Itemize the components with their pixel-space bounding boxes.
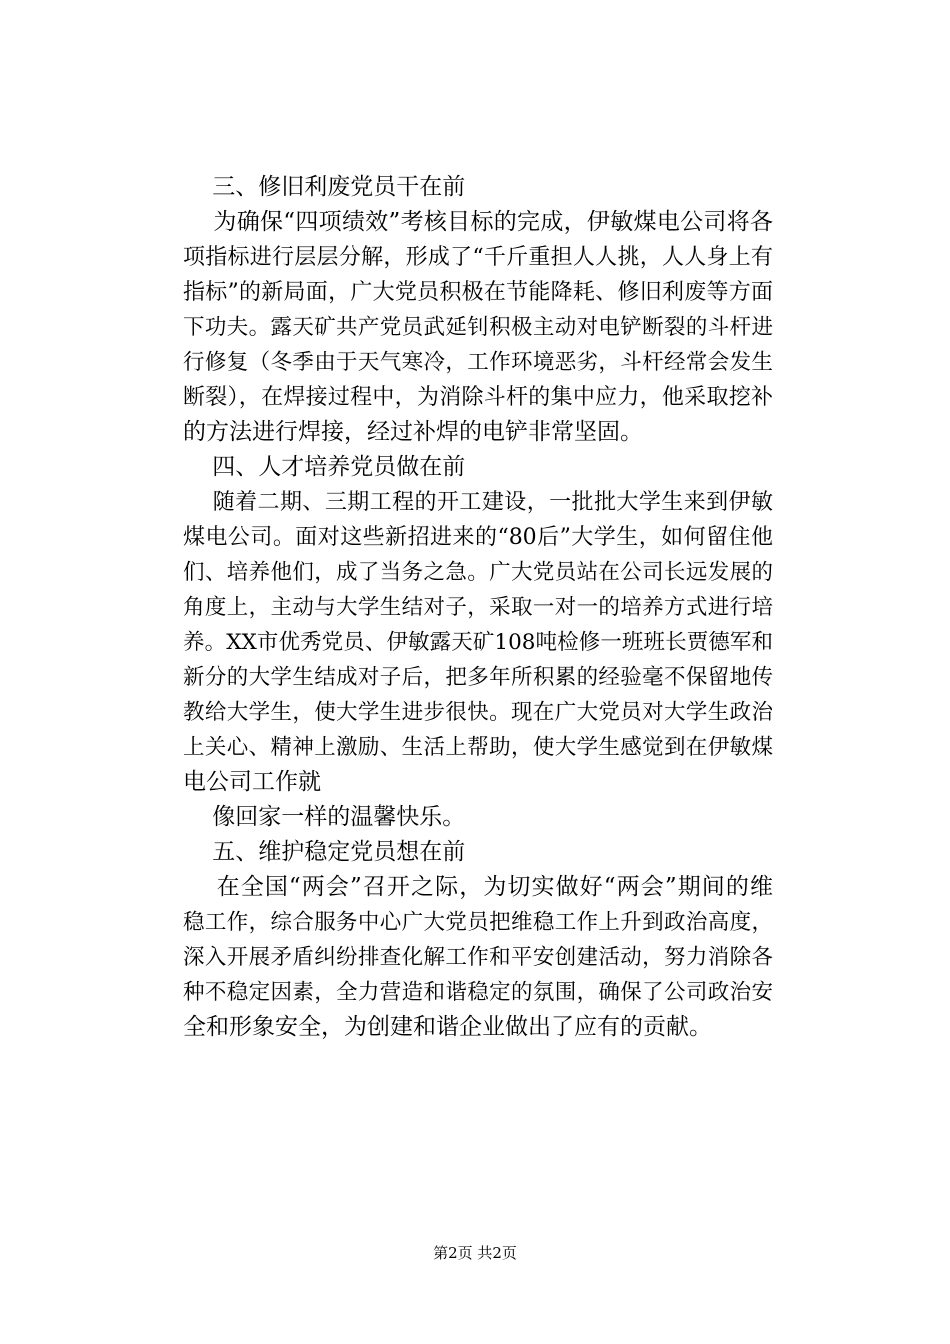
section-heading: 五、维护稳定党员想在前: [183, 839, 466, 865]
text-line: 新分的大学生结成对子后，把多年所积累的经验毫不保留地传: [183, 665, 773, 690]
text-line: 为确保“四项绩效”考核目标的完成，伊敏煤电公司将各: [183, 209, 773, 235]
text-line: 稳工作，综合服务中心广大党员把维稳工作上升到政治高度，: [183, 910, 773, 935]
text-line: 教给大学生，使大学生进步很快。现在广大党员对大学生政治: [183, 700, 773, 725]
text-line: 们、培养他们，成了当务之急。广大党员站在公司长远发展的: [183, 560, 773, 585]
text-line: 种不稳定因素，全力营造和谐稳定的氛围，确保了公司政治安: [183, 980, 773, 1005]
text-line: 像回家一样的温馨快乐。: [183, 804, 466, 830]
text-line: 随着二期、三期工程的开工建设，一批批大学生来到伊敏: [183, 490, 773, 515]
text-line: 指标”的新局面，广大党员积极在节能降耗、修旧利废等方面: [183, 280, 773, 305]
text-line: 电公司工作就: [183, 769, 321, 795]
page-footer: 第2页 共2页: [433, 1244, 517, 1262]
text-line: 养。XX市优秀党员、伊敏露天矿108吨检修一班班长贾德军和: [183, 630, 773, 655]
text-line: 角度上，主动与大学生结对子，采取一对一的培养方式进行培: [183, 595, 773, 620]
text-line: 项指标进行层层分解，形成了“千斤重担人人挑，人人身上有: [183, 245, 773, 270]
text-line: 在全国“两会”召开之际，为切实做好“两会”期间的维: [183, 874, 773, 900]
text-line: 煤电公司。面对这些新招进来的“80后”大学生，如何留住他: [183, 525, 773, 550]
text-line: 上关心、精神上激励、生活上帮助，使大学生感觉到在伊敏煤: [183, 735, 773, 760]
text-line: 深入开展矛盾纠纷排查化解工作和平安创建活动，努力消除各: [183, 945, 773, 970]
text-line: 行修复（冬季由于天气寒冷，工作环境恶劣，斗杆经常会发生: [183, 350, 773, 375]
text-line: 全和形象安全，为创建和谐企业做出了应有的贡献。: [183, 1014, 712, 1040]
text-line: 断裂），在焊接过程中，为消除斗杆的集中应力，他采取挖补: [183, 385, 773, 410]
text-line: 下功夫。露天矿共产党员武延钊积极主动对电铲断裂的斗杆进: [183, 315, 773, 340]
section-heading: 三、修旧利废党员干在前: [183, 174, 466, 200]
text-line: 的方法进行焊接，经过补焊的电铲非常坚固。: [183, 419, 643, 445]
document-body: [183, 170, 773, 1045]
section-heading: 四、人才培养党员做在前: [183, 454, 466, 480]
